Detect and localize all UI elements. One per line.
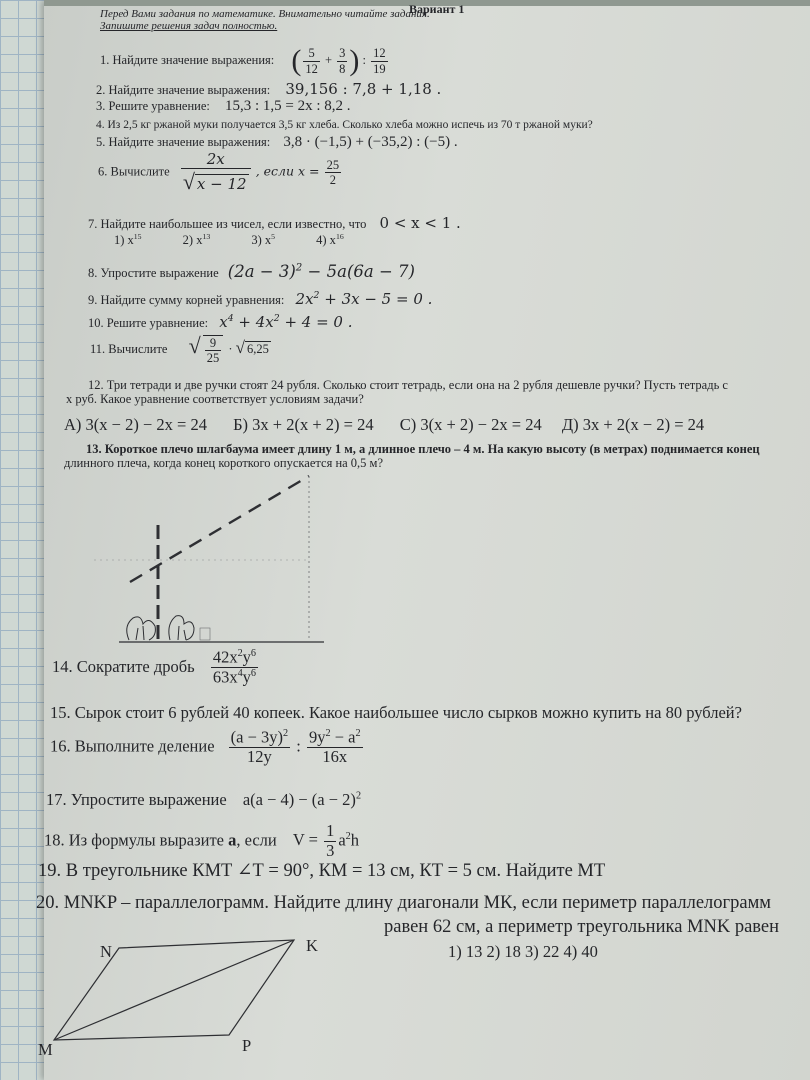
variant-title: Вариант 1 [409, 2, 465, 16]
q7-option-3: 3) $x^5$ [251, 232, 276, 248]
q18-power: 2 [345, 830, 351, 842]
q16-frac-1: $\frac{(a - 3y)^2}{12y}$ [230, 727, 289, 767]
question-11 [90, 333, 271, 366]
instruction-line-2: Запишите решения задач полностью. [100, 20, 278, 32]
q11-root2: 6,25 [246, 342, 269, 356]
question-3 [96, 98, 351, 115]
q7-text: 7. Найдите наибольшее из чисел, если известно, что [88, 217, 367, 231]
q1-paren-close: ) [349, 44, 360, 77]
label-n: N [100, 942, 112, 961]
q1-plus: + [324, 52, 333, 67]
q1-frac-2: $\frac{3}{8}$ [339, 46, 346, 76]
question-10 [88, 313, 353, 331]
question-4: 4. Из 2,5 кг ржаной муки получается 3,5 кг хлеба. Сколько хлеба можно испечь из 70 т ржаной муки? [96, 119, 593, 131]
q17-expr: $a(a - 4) - (a - 2)^2$ [242, 790, 362, 809]
q7-option-1: 1) $x^{15}$ [114, 232, 142, 248]
question-14 [52, 648, 260, 688]
question-18 [44, 822, 359, 861]
question-2 [96, 80, 441, 98]
q10-text: 10. Решите уравнение: [88, 316, 209, 330]
q6-cond: , если x = [255, 163, 320, 179]
question-12-line-2: x руб. Какое уравнение соответствует условиям задачи? [66, 392, 364, 406]
q1-frac-1: $\frac{5}{12}$ [305, 46, 318, 76]
q5-expr: 3,8 · (−1,5) + (−35,2) : (−5) . [283, 134, 458, 150]
q2-text: 2. Найдите значение выражения: [96, 83, 271, 97]
q1-paren-open: ( [291, 44, 302, 77]
question-13-line-1: 13. Короткое плечо шлагбаума имеет длину 1 м, а длинное плечо – 4 м. На какую высоту (в метрах) поднимается конец [86, 442, 760, 456]
question-12-line-1: 12. Три тетради и две ручки стоят 24 рубля. Сколько стоит тетрадь, если она на 2 рубля дешевле ручки? Пусть тетрадь с [88, 378, 728, 392]
q7-option-4: 4) $x^{16}$ [316, 232, 344, 248]
q14-frac: $\frac{42x^2y^6}{63x^4y^6}$ [212, 647, 257, 687]
q16-colon: : [296, 736, 301, 756]
q20-answers: 1) 13 2) 18 3) 22 4) 40 [448, 942, 598, 961]
q12-option-a: А) 3(x − 2) − 2x = 24 [64, 415, 207, 434]
question-8 [88, 262, 415, 281]
bush-right [169, 616, 194, 640]
q18-var: a [228, 830, 237, 850]
question-16 [50, 728, 365, 767]
q11-frac: $\frac{9}{25}$ [203, 335, 224, 366]
question-7 [88, 214, 461, 232]
q7-options [114, 232, 382, 248]
q11-text: 11. Вычислите [90, 342, 168, 356]
q2-expr: 39,156 : 7,8 + 1,18 . [285, 80, 442, 98]
q18-rhs: a [338, 830, 346, 850]
q5-text: 5. Найдите значение выражения: [96, 135, 271, 149]
small-box [200, 628, 210, 640]
q1-text: 1. Найдите значение выражения: [100, 52, 275, 67]
label-k: K [306, 936, 318, 955]
q9-expr: $2x^2 + 3x - 5 = 0$ . [295, 290, 433, 308]
question-17 [46, 790, 361, 810]
q3-text: 3. Решите уравнение: [96, 99, 210, 113]
q7-cond: 0 < x < 1 . [379, 214, 461, 232]
q10-expr: $x^4 + 4x^2 + 4 = 0$ . [219, 313, 353, 331]
instruction-line-1: Перед Вами задания по математике. Внимательно читайте задания. [100, 8, 430, 20]
question-20-line-1: 20. MNKP – параллелограмм. Найдите длину диагонали МК, если периметр параллелограмм [36, 893, 771, 913]
label-p: P [242, 1036, 252, 1055]
q11-dot: · [228, 342, 233, 356]
q12-options [64, 415, 704, 435]
question-20-line-2: равен 62 см, а периметр треугольника MNK равен [384, 917, 780, 937]
question-19: 19. В треугольнике КМТ ∠Т = 90°, КМ = 13 см, КТ = 5 см. Найдите МТ [38, 861, 606, 881]
q1-frac-3: $\frac{12}{19}$ [373, 46, 386, 76]
question-5 [96, 134, 458, 151]
q17-text: 17. Упростите выражение [46, 790, 227, 809]
q18-comma: , если [236, 830, 277, 850]
q18-text: 18. Из формулы выразите [44, 830, 224, 850]
question-6 [98, 151, 343, 195]
q12-option-c: С) 3(x + 2) − 2x = 24 [399, 415, 542, 434]
q14-text: 14. Сократите дробь [52, 656, 195, 676]
q8-text: 8. Упростите выражение [88, 266, 219, 280]
question-1 [100, 44, 390, 78]
q16-frac-2: $\frac{9y^2 - a^2}{16x}$ [308, 727, 361, 767]
q3-expr: 15,3 : 1,5 = 2x : 8,2 . [225, 98, 351, 114]
question-9 [88, 290, 432, 308]
q12-option-d: Д) 3x + 2(x − 2) = 24 [561, 415, 705, 434]
question-15: 15. Сырок стоит 6 рублей 40 копеек. Какое наибольшее число сырков можно купить на 80 рублей? [50, 703, 742, 722]
q11-radical-2: √ [235, 338, 245, 357]
q11-radical: √ [188, 333, 201, 358]
label-m: M [38, 1040, 53, 1059]
q8-expr: $(2a - 3)^2 - 5a(6a - 7)$ [227, 262, 415, 281]
parallelogram-diagram [24, 930, 324, 1080]
q18-h: h [350, 830, 359, 850]
q12-option-b: Б) 3x + 2(x + 2) = 24 [233, 415, 374, 434]
q16-text: 16. Выполните деление [50, 736, 215, 756]
q6-frac-2: $\frac{25}{2}$ [326, 157, 340, 188]
q18-lhs: V = [292, 830, 318, 850]
q6-text: 6. Вычислите [98, 164, 170, 179]
bush-left [127, 617, 156, 640]
q7-option-2: 2) $x^{13}$ [182, 232, 211, 248]
question-13-line-2: длинного плеча, когда конец короткого опускается на 0,5 м? [64, 456, 384, 470]
q9-text: 9. Найдите сумму корней уравнения: [88, 293, 285, 307]
q6-frac: $\frac{2x}{√ x - 12}$ [181, 151, 251, 195]
barrier-diagram [74, 470, 374, 650]
worksheet [36, 0, 810, 1080]
q1-colon: : [362, 52, 367, 67]
q18-frac: $\frac{1}{3}$ [326, 821, 335, 860]
